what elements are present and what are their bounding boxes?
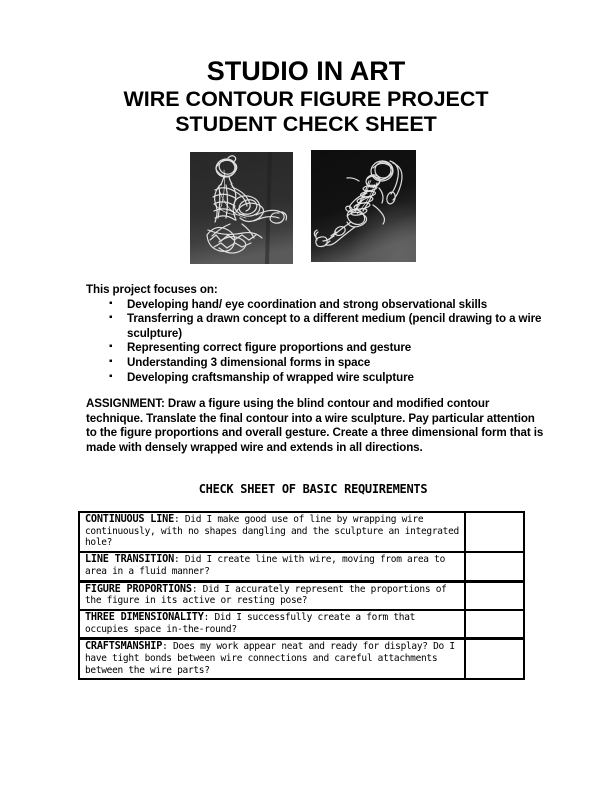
table-row (79, 512, 524, 552)
requirement-label: THREE DIMENSIONALITY (85, 611, 204, 623)
check-cell (465, 512, 524, 552)
requirement-question: : Did I successfully create a form that occupies space in-the-round? (85, 611, 416, 635)
check-cell (465, 610, 524, 639)
bullet-item: ▪ Transferring a drawn concept to a different medium (pencil drawing to a wire sculpture) (86, 312, 544, 341)
page-title: STUDIO IN ART (206, 56, 406, 86)
check-cell (465, 581, 524, 610)
requirement-cell (79, 639, 465, 680)
wire-figure-reclining-image (311, 150, 416, 262)
wire-sculpture-photo-right (311, 150, 416, 262)
wire-sculpture-photo-left (190, 152, 293, 264)
bullet-item: ▪ Developing hand/ eye coordination and strong observational skills (86, 298, 544, 313)
bullet-list (86, 298, 544, 386)
requirement-question: : Does my work appear neat and ready for display? Do I have tight bonds between wire connections and careful attachments between the wire parts? (85, 641, 455, 676)
requirement-label: LINE TRANSITION (85, 554, 175, 566)
title-block (0, 56, 612, 137)
table-row (79, 581, 524, 610)
check-cell (465, 639, 524, 680)
requirement-label: CONTINUOUS LINE (85, 514, 175, 525)
requirement-cell (79, 581, 465, 610)
requirement-question: : Did I create line with wire, moving from area to area in a fluid manner? (85, 554, 445, 577)
table-row (79, 639, 524, 680)
requirement-label: CRAFTSMANSHIP (85, 641, 163, 653)
bullet-item: ▪ Understanding 3 dimensional forms in space (86, 356, 544, 371)
requirement-label: FIGURE PROPORTIONS (85, 583, 192, 595)
requirement-question: : Did I accurately represent the proportions of the figure in its active or resting pose? (85, 583, 447, 607)
focus-heading: This project focuses on: (86, 283, 218, 296)
focus-section (86, 283, 544, 385)
bullet-item: ▪ Representing correct figure proportions and gesture (86, 341, 544, 356)
wire-figure-seated-image (190, 152, 293, 264)
requirement-question: : Did I make good use of line by wrapping wire continuously, with no shapes dangling and the sculpture an integrated hole? (85, 514, 459, 549)
table-row (79, 552, 524, 581)
requirement-cell (79, 552, 465, 581)
requirement-cell (79, 610, 465, 639)
check-sheet-title: CHECK SHEET OF BASIC REQUIREMENTS (198, 482, 428, 496)
check-cell (465, 552, 524, 581)
table-row (79, 610, 524, 639)
bullet-item: ▪ Developing craftsmanship of wrapped wire sculpture (86, 371, 544, 386)
requirements-table (78, 511, 525, 680)
assignment-paragraph: ASSIGNMENT: Draw a figure using the blind contour and modified contour technique. Translate the final contour into a wire sculpture. Pay particular attention to the figure proportions and overall gesture. Create a three dimensional form that is made with densely wrapped wire and extends in all directions. (86, 397, 544, 454)
page-subtitle-project: WIRE CONTOUR FIGURE PROJECT (123, 87, 489, 111)
page-subtitle-sheet: STUDENT CHECK SHEET (175, 112, 437, 136)
requirement-cell (79, 512, 465, 552)
